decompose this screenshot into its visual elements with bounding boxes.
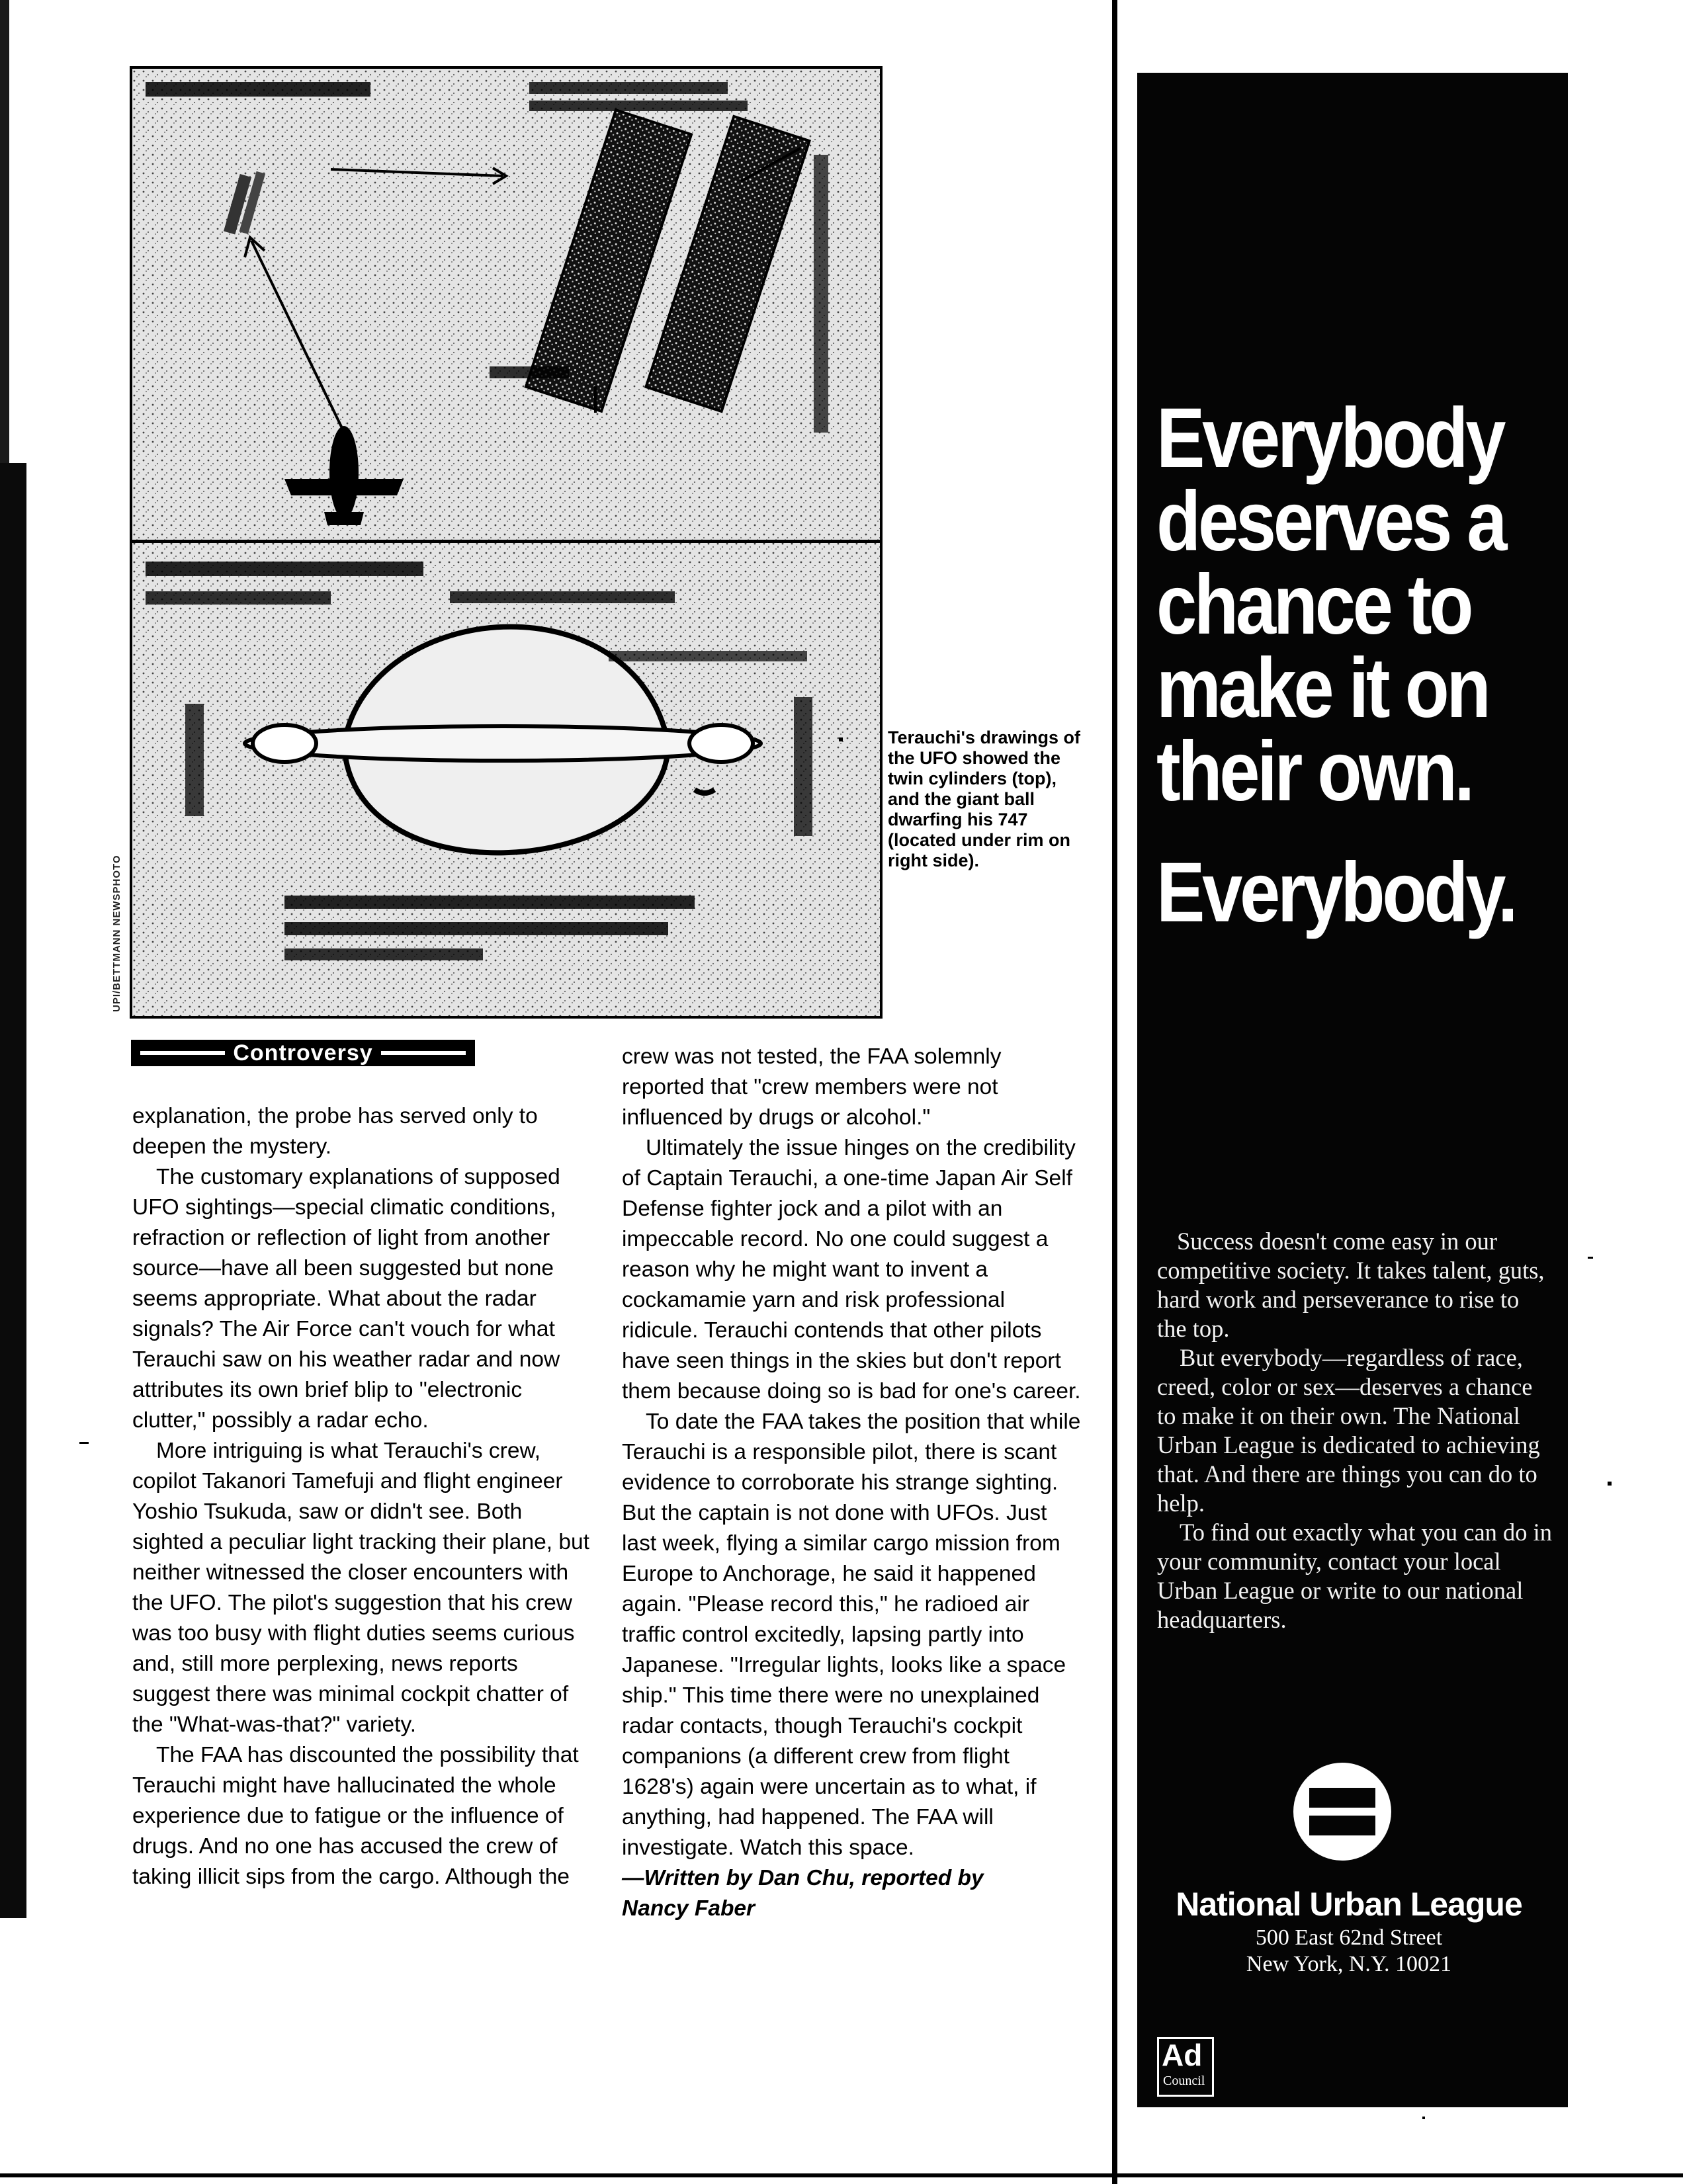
photo-credit: UPI/BETTMANN NEWSPHOTO — [111, 855, 122, 1012]
paragraph: More intriguing is what Terauchi's crew, copilot Takanori Tamefuji and flight engineer Yoshio Tsukuda, saw or didn't see. Both sighted a peculiar light tracking their plane, but neither witnessed the closer encounters with the UFO. The pilot's suggestion that his crew was too busy with flight duties seems curious and, still more perplexing, news reports suggest there was minimal cockpit chatter of the "What-was-that?" variety. — [132, 1439, 589, 1737]
section-label: Controversy — [225, 1040, 380, 1066]
paragraph: explanation, the probe has served only to deepen the mystery. — [132, 1104, 538, 1159]
ad-paragraph: To find out exactly what you can do in your community, contact your local Urban League or write to our national headquarters. — [1157, 1519, 1553, 1633]
scan-speck — [79, 1442, 89, 1444]
org-name: National Urban League — [1176, 1886, 1522, 1923]
article-column-2 — [622, 1042, 1085, 1924]
bottom-rule — [0, 2173, 1683, 2177]
ufo-drawing — [130, 66, 883, 1019]
ad-paragraph: Success doesn't come easy in our competitive society. It takes talent, guts, hard work and perseverance to rise to the top. — [1157, 1228, 1545, 1342]
ufo-drawing-svg — [132, 69, 880, 1016]
ad-paragraph: But everybody—regardless of race, creed, color or sex—deserves a chance to make it on their own. The National Urban League is dedicated to achieving that. And there are things you can do to help. — [1157, 1344, 1540, 1517]
paragraph: Ultimately the issue hinges on the credibility of Captain Terauchi, a one-time Japan Air Self Defense fighter jock and a pilot with an impeccable record. No one could suggest a reason why he might want to invent a cockamamie yarn and risk professional ridicule. Terauchi contends that other pilots have seen things in the skies but don't report them because doing so is bad for one's career. — [622, 1136, 1081, 1404]
paragraph: crew was not tested, the FAA solemnly reported that "crew members were not influenced by drugs or alcohol." — [622, 1044, 1002, 1130]
byline: —Written by Dan Chu, reported by — [622, 1866, 984, 1890]
paragraph: The FAA has discounted the possibility that Terauchi might have hallucinated the whole experience due to fatigue or the influence of drugs. And no one has accused the crew of taking illicit sips from the cargo. Although the — [132, 1743, 579, 1889]
binding-edge-top — [0, 0, 9, 463]
scan-speck — [839, 737, 843, 741]
ad-council-logo-main: Ad — [1162, 2038, 1203, 2072]
equality-logo-icon — [1293, 1763, 1391, 1861]
ad-headline: Everybody deserves a chance to make it on their own. — [1156, 391, 1505, 819]
article-column-1 — [132, 1101, 595, 1892]
ad-body — [1157, 1227, 1554, 1634]
column-rule — [1112, 0, 1117, 2184]
byline-reporter: Nancy Faber — [622, 1896, 755, 1921]
section-header — [131, 1040, 475, 1066]
address-line-2: New York, N.Y. 10021 — [1246, 1952, 1452, 1976]
ad-tagline: Everybody. — [1156, 845, 1516, 940]
paragraph: To date the FAA takes the position that while Terauchi is a responsible pilot, there is scant evidence to corroborate his strange sighting. But the captain is not done with UFOs. Just last week, flying a similar cargo mission from Europe to Anchorage, he said it happened again. "Please record this," he radioed air traffic control excitedly, lapsing partly into Japanese. "Irregular lights, looks like a space ship." This time there were no unexplained radar contacts, though Terauchi's cockpit companions (a different crew from flight 1628's) again were uncertain as to what, if anything, had happened. The FAA will investigate. Watch this space. — [622, 1409, 1081, 1860]
figure-caption: Terauchi's drawings of the UFO showed the twin cylinders (top), and the giant ball dwarfing his 747 (located under rim on right side). — [888, 728, 1080, 870]
binding-edge — [0, 463, 26, 1918]
scan-speck — [1608, 1482, 1612, 1486]
ad-council-logo-sub: Council — [1163, 2074, 1205, 2088]
ad-council-logo — [1157, 2037, 1214, 2097]
org-address — [1150, 1925, 1547, 1978]
address-line-1: 500 East 62nd Street — [1255, 1925, 1443, 1950]
panel-divider — [132, 540, 880, 543]
urban-league-ad — [1137, 73, 1568, 2107]
scan-speck — [1422, 2117, 1425, 2119]
paragraph: The customary explanations of supposed UFO sightings—special climatic conditions, refraction or reflection of light from another source—have all been suggested but none seems appropriate. What about the radar signals? The Air Force can't vouch for what Terauchi saw on his weather radar and now attributes its own brief blip to "electronic clutter," possibly a radar echo. — [132, 1165, 560, 1433]
scan-speck — [1588, 1257, 1593, 1259]
